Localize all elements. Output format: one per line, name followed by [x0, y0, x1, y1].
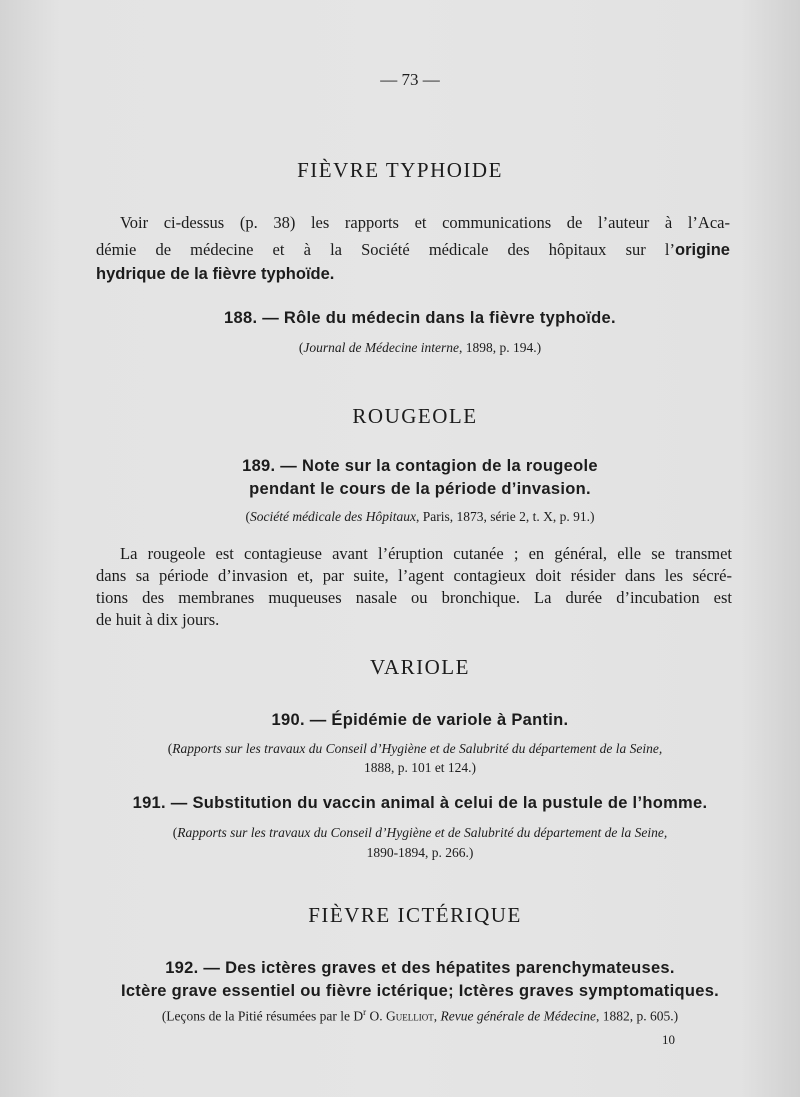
- section-title-icterus: FIÈVRE ICTÉRIQUE: [308, 903, 522, 927]
- section-title-smallpox: VARIOLE: [370, 655, 470, 679]
- section-title-typhoid: FIÈVRE TYPHOIDE: [297, 158, 503, 182]
- typhoid-intro-text: démie de médecine et à la Société médicale des hôpitaux sur l’: [96, 240, 675, 259]
- typhoid-intro-bold: origine: [674, 241, 730, 259]
- signature-mark: 10: [662, 1032, 675, 1047]
- entry-192-reference: [20, 1007, 800, 1025]
- measles-paragraph-line-4: de huit à dix jours.: [96, 610, 220, 629]
- entry-192-ref-sup: r: [363, 1007, 367, 1017]
- entry-189-reference: (Société médicale des Hôpitaux, Paris, 1873, série 2, t. X, p. 91.): [245, 509, 595, 524]
- entry-192-journal: Revue générale de Médecine: [440, 1008, 597, 1024]
- typhoid-intro-line-3: hydrique de la fièvre typhoïde.: [96, 265, 335, 283]
- entry-189-title-line-2: pendant le cours de la période d’invasion.: [249, 480, 591, 498]
- entry-192-ref-details: , 1882, p. 605.): [596, 1008, 679, 1024]
- entry-192-title-line-1: 192. — Des ictères graves et des hépatites parenchymateuses.: [165, 959, 675, 977]
- section-title-measles: ROUGEOLE: [352, 404, 478, 428]
- entry-188-journal: Journal de Médecine interne: [303, 340, 459, 355]
- entry-191-journal: Rapports sur les travaux du Conseil d’Hygiène et de Salubrité du département de la Seine,: [177, 825, 668, 840]
- entry-190-title: 190. — Épidémie de variole à Pantin.: [271, 711, 569, 729]
- measles-paragraph-line-1: La rougeole est contagieuse avant l’éruption cutanée ; en général, elle se transmet: [120, 544, 732, 563]
- page-number: — 73 —: [380, 70, 440, 89]
- entry-190-reference-line-2: 1888, p. 101 et 124.): [363, 760, 477, 775]
- entry-188-reference: (Journal de Médecine interne, 1898, p. 194.): [298, 340, 542, 355]
- entry-191-reference-line-1: (Rapports sur les travaux du Conseil d’Hygiène et de Salubrité du département de la Seine,: [172, 825, 668, 840]
- entry-189-title-line-1: 189. — Note sur la contagion de la rougeole: [242, 457, 598, 475]
- entry-191-reference-line-2: 1890-1894, p. 266.): [366, 845, 474, 860]
- entry-190-journal: Rapports sur les travaux du Conseil d’Hygiène et de Salubrité du département de la Seine,: [172, 741, 663, 756]
- entry-190-reference-line-1: (Rapports sur les travaux du Conseil d’Hygiène et de Salubrité du département de la Seine,: [167, 741, 663, 756]
- entry-192-author: O. Guelliot,: [366, 1008, 441, 1024]
- entry-192-title-line-2: Ictère grave essentiel ou fièvre ictérique; Ictères graves symptomatiques.: [120, 982, 720, 1000]
- measles-paragraph-line-3: tions des membranes muqueuses nasale ou bronchique. La durée d’incubation est: [96, 588, 732, 607]
- entry-189-ref-details: , Paris, 1873, série 2, t. X, p. 91.): [416, 509, 595, 524]
- entry-189-journal: Société médicale des Hôpitaux: [249, 509, 417, 524]
- entry-188-ref-details: , 1898, p. 194.): [458, 340, 542, 355]
- measles-paragraph-line-2: dans sa période d’invasion et, par suite, l’agent contagieux doit résider dans les sécré-: [96, 566, 732, 585]
- entry-192-ref-start: (Leçons de la Pitié résumées par le D: [161, 1008, 364, 1024]
- typhoid-intro-line-2: [96, 239, 730, 261]
- typhoid-intro-line-1: Voir ci-dessus (p. 38) les rapports et communications de l’auteur à l’Aca-: [120, 213, 730, 232]
- entry-191-title: 191. — Substitution du vaccin animal à celui de la pustule de l’homme.: [132, 794, 708, 812]
- entry-188-title: 188. — Rôle du médecin dans la fièvre typhoïde.: [224, 309, 616, 327]
